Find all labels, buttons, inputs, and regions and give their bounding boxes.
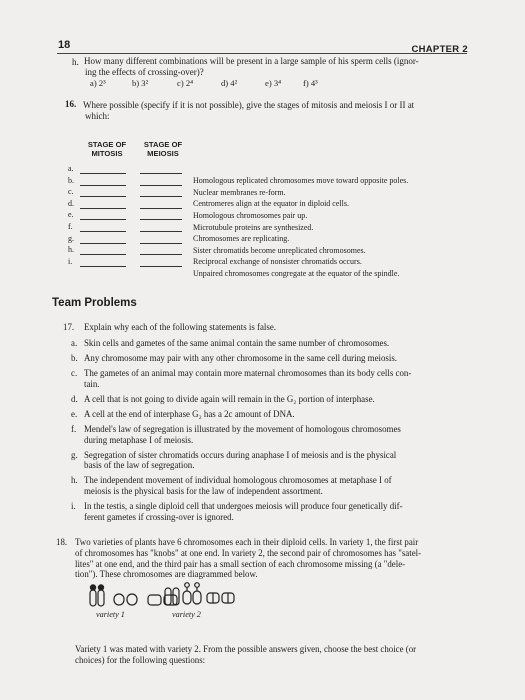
statement-text: The gametes of an animal may contain more maternal chromosomes than its body cells con- [84, 368, 412, 378]
question-h-line2: ing the effects of crossing-over)? [85, 67, 204, 77]
meiosis-answer-blank[interactable] [140, 254, 182, 255]
statement-letter: a. [71, 338, 78, 348]
statement-letter: f. [71, 423, 77, 434]
question-17-intro: Explain why each of the following statements is false. [84, 322, 276, 332]
option-b: b) 3² [132, 78, 149, 88]
row-letter: i. [68, 256, 73, 266]
option-d: d) 4² [221, 78, 238, 88]
variety-2-chromosome-diagram [162, 581, 238, 609]
statement-text: ferent gametes if crossing-over is ignored. [84, 512, 234, 522]
question-18-followup-line: choices) for the following questions: [75, 654, 206, 665]
mitosis-answer-blank[interactable] [80, 219, 126, 220]
meiosis-column-header: STAGE OF MEIOSIS [143, 140, 183, 158]
stage-description: Sister chromatids become unreplicated chromosomes. [193, 245, 366, 255]
statement-text: basis of the law of segregation. [84, 460, 195, 471]
question-16-line1: Where possible (specify if it is not possible), give the stages of mitosis and meiosis I or II at [83, 100, 415, 110]
meiosis-answer-blank[interactable] [140, 185, 182, 186]
row-letter: h. [68, 245, 74, 255]
meiosis-answer-blank[interactable] [140, 266, 182, 267]
mitosis-answer-blank[interactable] [80, 185, 126, 186]
meiosis-answer-blank[interactable] [140, 231, 182, 232]
mitosis-answer-blank[interactable] [80, 208, 126, 209]
option-a: a) 2³ [90, 78, 106, 88]
option-f: f) 4³ [303, 78, 318, 88]
option-c: c) 2⁴ [177, 78, 194, 88]
stage-description: Homologous chromosomes pair up. [193, 210, 308, 220]
statement-letter: i. [71, 501, 76, 512]
question-18-number: 18. [56, 537, 68, 547]
row-letter: g. [68, 233, 74, 243]
question-18-line: lites" at one end, and the third pair has a small section of each chromosome missing (a "dele- [75, 558, 406, 569]
variety-1-label: variety 1 [96, 610, 125, 619]
statement-letter: b. [71, 353, 78, 363]
statement-text: Any chromosome may pair with any other chromosome in the same cell during meiosis. [84, 353, 398, 363]
question-17-number: 17. [63, 322, 75, 332]
stage-description: Microtubule proteins are synthesized. [193, 222, 314, 232]
statement-text: The independent movement of individual homologous chromosomes at metaphase I of [84, 475, 392, 486]
row-letter: f. [68, 222, 73, 231]
statement-letter: c. [71, 368, 78, 378]
row-letter: a. [68, 164, 74, 173]
row-letter: c. [68, 187, 74, 197]
mitosis-answer-blank[interactable] [80, 173, 126, 174]
meiosis-answer-blank[interactable] [140, 243, 182, 244]
question-h-letter: h. [72, 57, 79, 67]
statement-letter: e. [71, 408, 78, 419]
chapter-heading: CHAPTER 2 [411, 44, 468, 55]
question-16-line2: which: [85, 111, 110, 121]
statement-text: tain. [84, 378, 100, 389]
mitosis-answer-blank[interactable] [80, 231, 126, 232]
stage-description: Reciprocal exchange of nonsister chromatids occurs. [193, 257, 362, 267]
statement-text: Mendel's law of segregation is illustrated by the movement of homologous chromosomes [84, 423, 401, 434]
mitosis-answer-blank[interactable] [80, 243, 126, 244]
statement-letter: d. [71, 393, 78, 404]
question-18-followup-line: Variety 1 was mated with variety 2. From the possible answers given, choose the best choice (or [75, 644, 417, 654]
mitosis-answer-blank[interactable] [80, 196, 126, 197]
row-letter: e. [68, 210, 74, 220]
statement-text: A cell that is not going to divide again will remain in the G₂ portion of interphase. [84, 393, 375, 404]
header-rule [57, 53, 467, 54]
question-18-line: Two varieties of plants have 6 chromosomes each in their diploid cells. In variety 1, the first pair [75, 537, 419, 547]
row-letter: b. [68, 175, 74, 185]
statement-text: Skin cells and gametes of the same animal contain the same number of chromosomes. [84, 338, 390, 348]
statement-text: Segregation of sister chromatids occurs during anaphase I of meiosis and is the physical [84, 449, 397, 460]
statement-text: In the testis, a single diploid cell that undergoes meiosis will produce four genetically dif- [84, 501, 403, 512]
mitosis-answer-blank[interactable] [80, 254, 126, 255]
mitosis-answer-blank[interactable] [80, 266, 126, 267]
question-18-line: of chromosomes has "knobs" at one end. In variety 2, the second pair of chromosomes has "satel- [75, 547, 422, 558]
meiosis-answer-blank[interactable] [140, 219, 182, 220]
mitosis-column-header: STAGE OF MITOSIS [87, 140, 127, 158]
variety-2-label: variety 2 [172, 610, 201, 619]
row-letter: d. [68, 198, 74, 208]
statement-text: meiosis is the physical basis for the law of independent assortment. [84, 486, 323, 497]
question-18-line: tion"). These chromosomes are diagrammed below. [75, 569, 258, 580]
stage-description: Homologous replicated chromosomes move toward opposite poles. [193, 176, 409, 186]
stage-description: Unpaired chromosomes congregate at the equator of the spindle. [193, 268, 400, 278]
team-problems-heading: Team Problems [52, 297, 137, 309]
option-e: e) 3⁴ [265, 78, 282, 88]
statement-text: during metaphase I of meiosis. [84, 434, 194, 445]
statement-text: A cell at the end of interphase G₂ has a 2c amount of DNA. [84, 408, 295, 419]
meiosis-answer-blank[interactable] [140, 208, 182, 209]
statement-letter: h. [71, 475, 78, 486]
meiosis-answer-blank[interactable] [140, 173, 182, 174]
meiosis-answer-blank[interactable] [140, 196, 182, 197]
page-number: 18 [58, 39, 71, 51]
statement-letter: g. [71, 449, 78, 460]
question-16-number: 16. [65, 99, 77, 109]
stage-description: Centromeres align at the equator in diploid cells. [193, 199, 349, 209]
stage-description: Nuclear membranes re-form. [193, 187, 286, 197]
stage-description: Chromosomes are replicating. [193, 234, 290, 244]
question-h-line1: How many different combinations will be present in a large sample of his sperm cells (ignor- [84, 56, 419, 66]
